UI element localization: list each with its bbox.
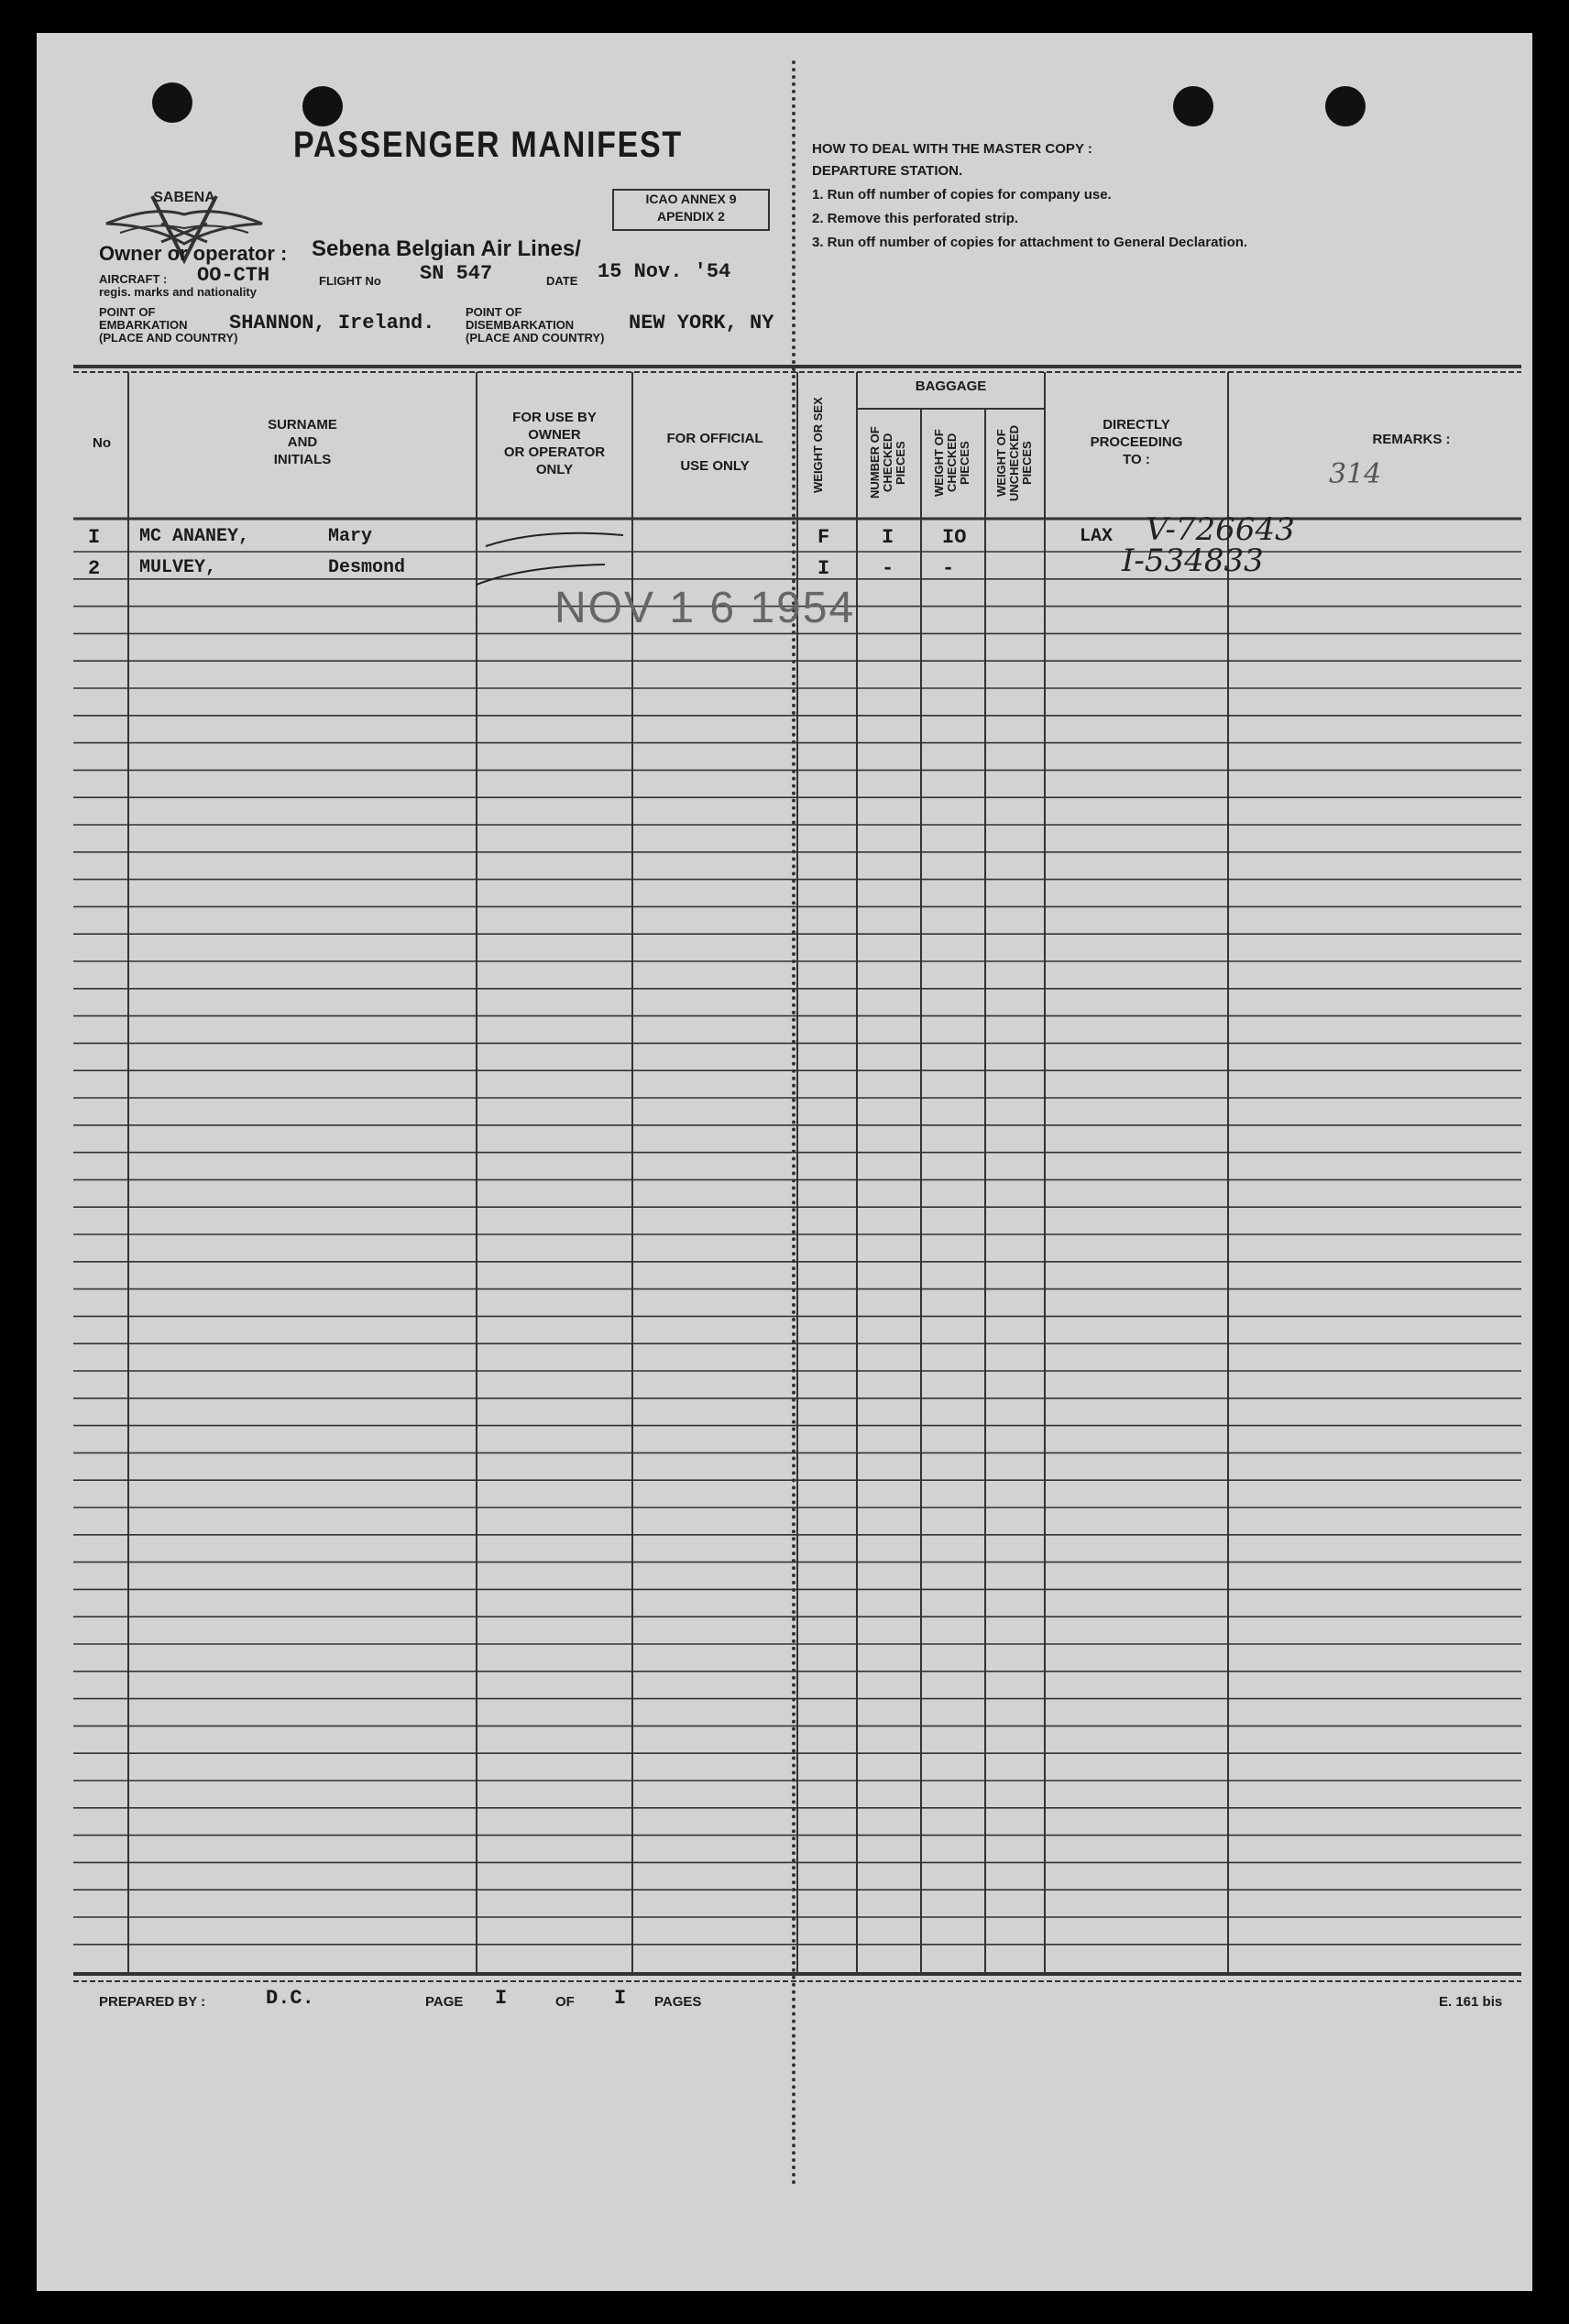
manifest-title: PASSENGER MANIFEST: [293, 125, 683, 165]
embarkation-label: EMBARKATION: [99, 318, 188, 332]
passenger-proceeding: LAX: [1080, 526, 1114, 547]
date-value: 15 Nov. '54: [598, 260, 731, 283]
passenger-sex: F: [817, 526, 830, 549]
date-label: DATE: [546, 274, 578, 288]
col-header-baggage: BAGGAGE: [915, 378, 987, 394]
aircraft-sublabel: regis. marks and nationality: [99, 285, 257, 299]
passenger-weight: -: [942, 557, 955, 580]
flight-label: FLIGHT No: [319, 274, 381, 288]
flight-value: SN 547: [420, 262, 493, 285]
page-value: I: [495, 1987, 508, 2010]
col-header-owner-use: FOR USE BY OWNER OR OPERATOR ONLY: [503, 410, 606, 477]
manifest-sheet: [37, 33, 1532, 2291]
col-header-weight-sex: WEIGHT OR SEX: [811, 397, 825, 494]
passenger-remark: V-726643: [1146, 511, 1295, 548]
instruction-item: 2. Remove this perforated strip.: [812, 211, 1019, 226]
passenger-remark: I-534833: [1122, 543, 1264, 579]
disembarkation-label: (PLACE AND COUNTRY): [466, 331, 605, 345]
instruction-item: 3. Run off number of copies for attachment to General Declaration.: [812, 235, 1248, 250]
owner-label: Owner or operator :: [99, 242, 288, 265]
passenger-weight: IO: [942, 526, 967, 549]
col-header-no: No: [93, 435, 111, 451]
pages-label: PAGES: [654, 1994, 702, 2010]
page-label: PAGE: [425, 1994, 464, 2010]
embarkation-value: SHANNON, Ireland.: [229, 312, 435, 334]
aircraft-value: OO-CTH: [197, 264, 270, 287]
prepared-label: PREPARED BY :: [99, 1994, 206, 2010]
passenger-no: 2: [88, 557, 101, 580]
manifest-table-grid: [37, 33, 1532, 2291]
aircraft-label: AIRCRAFT :: [99, 272, 168, 286]
form-number: E. 161 bis: [1439, 1994, 1503, 2010]
passenger-no: I: [88, 526, 101, 549]
embarkation-label: POINT OF: [99, 305, 156, 319]
col-header-num-checked: NUMBER OF CHECKED PIECES: [868, 426, 907, 499]
col-header-proceeding: DIRECTLY PROCEEDING TO :: [1090, 417, 1183, 467]
instructions-heading: HOW TO DEAL WITH THE MASTER COPY :: [812, 141, 1092, 157]
passenger-initials: Mary: [328, 526, 373, 547]
instruction-item: 1. Run off number of copies for company use.: [812, 187, 1112, 203]
logo-text: SABENA: [153, 190, 215, 205]
instructions-subheading: DEPARTURE STATION.: [812, 163, 963, 179]
disembarkation-label: DISEMBARKATION: [466, 318, 575, 332]
embarkation-label: (PLACE AND COUNTRY): [99, 331, 238, 345]
passenger-pieces: -: [882, 557, 894, 580]
col-header-remarks: REMARKS :: [1372, 432, 1451, 447]
passenger-pieces: I: [882, 526, 894, 549]
col-header-surname: SURNAME AND INITIALS: [268, 417, 337, 467]
passenger-surname: MULVEY,: [139, 557, 217, 578]
disembarkation-value: NEW YORK, NY: [629, 312, 774, 334]
col-header-weight-unchecked: WEIGHT OF UNCHECKED PIECES: [994, 424, 1034, 501]
passenger-initials: Desmond: [328, 557, 406, 578]
col-header-official: FOR OFFICIAL USE ONLY: [666, 431, 763, 474]
col-header-weight-checked: WEIGHT OF CHECKED PIECES: [932, 429, 971, 497]
prepared-value: D.C.: [266, 1987, 314, 2010]
remarks-note: 314: [1329, 458, 1382, 490]
passenger-sex: I: [817, 557, 830, 580]
annex-line1: ICAO ANNEX 9: [645, 192, 737, 206]
date-stamp: NOV 1 6 1954: [554, 584, 856, 632]
annex-line2: APENDIX 2: [657, 209, 725, 224]
of-label: OF: [555, 1994, 575, 2010]
disembarkation-label: POINT OF: [466, 305, 522, 319]
of-value: I: [614, 1987, 627, 2010]
passenger-surname: MC ANANEY,: [139, 526, 250, 547]
owner-value: Sebena Belgian Air Lines/: [312, 236, 581, 261]
